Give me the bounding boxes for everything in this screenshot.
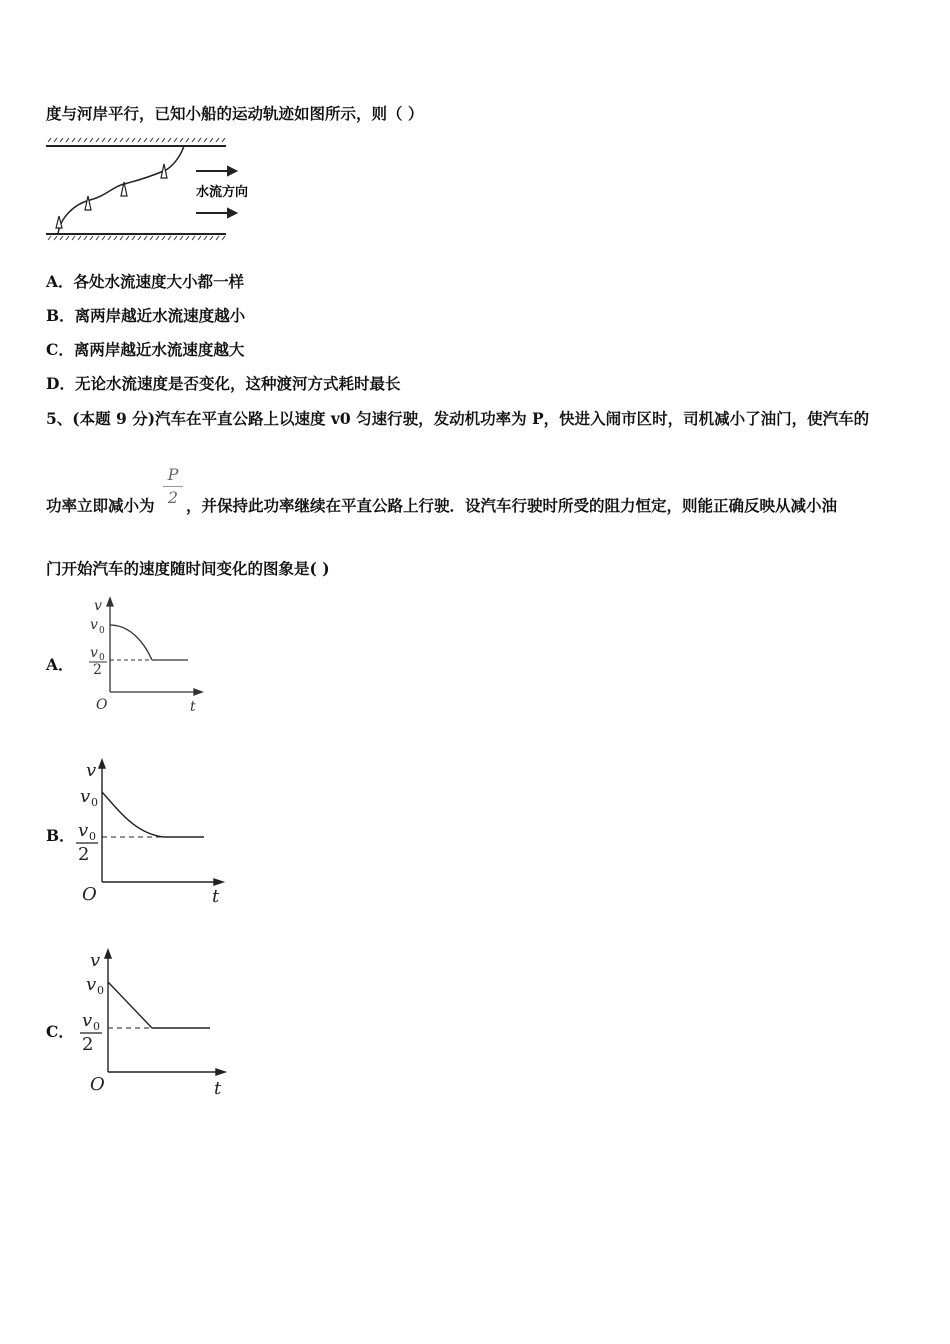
option-c-q5: C． xyxy=(46,1022,74,1041)
svg-text:O: O xyxy=(96,697,108,713)
svg-text:v: v xyxy=(82,1010,93,1031)
svg-text:0: 0 xyxy=(91,796,98,809)
svg-text:v: v xyxy=(78,820,89,841)
graph-c xyxy=(76,946,236,1098)
option-c-q4: C．离两岸越近水流速度越大 xyxy=(46,340,245,359)
power-fraction xyxy=(163,466,183,507)
svg-text:t: t xyxy=(212,886,220,907)
question5-line2-prefix: 功率立即减小为 xyxy=(46,496,155,515)
svg-text:v: v xyxy=(94,598,102,614)
svg-text:v: v xyxy=(86,974,97,995)
svg-text:t: t xyxy=(214,1078,222,1098)
question5-line2-suffix: ，并保持此功率继续在平直公路上行驶．设汽车行驶时所受的阻力恒定，则能正确反映从减小油 xyxy=(186,496,838,515)
svg-text:0: 0 xyxy=(97,984,104,997)
question5-line1: 5、(本题 9 分)汽车在平直公路上以速度 v0 匀速行驶，发动机功率为 P，快进入闹市区时，司机减小了油门，使汽车的 xyxy=(46,409,870,428)
option-b-q5: B． xyxy=(46,826,75,845)
svg-text:v: v xyxy=(86,760,97,781)
water-flow-label: 水流方向 xyxy=(196,185,249,200)
question5-line3: 门开始汽车的速度随时间变化的图象是( ) xyxy=(46,559,330,578)
svg-text:v: v xyxy=(90,950,101,971)
svg-text:0: 0 xyxy=(93,1020,100,1033)
svg-text:2: 2 xyxy=(93,662,102,678)
option-a-q4: A．各处水流速度大小都一样 xyxy=(46,272,245,291)
svg-text:2: 2 xyxy=(82,1034,94,1055)
svg-text:0: 0 xyxy=(99,626,105,636)
svg-text:O: O xyxy=(82,884,97,905)
option-a-q5: A． xyxy=(46,655,74,674)
graph-b xyxy=(72,756,232,908)
question4-stem: 度与河岸平行，已知小船的运动轨迹如图所示，则（ ） xyxy=(46,104,424,123)
option-b-q4: B．离两岸越近水流速度越小 xyxy=(46,306,246,325)
fraction-denominator: 2 xyxy=(167,488,179,507)
svg-text:v: v xyxy=(80,786,91,807)
svg-text:0: 0 xyxy=(89,830,96,843)
graph-a xyxy=(84,594,214,716)
svg-text:v: v xyxy=(90,645,98,661)
svg-text:t: t xyxy=(190,699,196,715)
river-boat-figure xyxy=(44,138,266,242)
option-d-q4: D．无论水流速度是否变化，这种渡河方式耗时最长 xyxy=(46,374,401,393)
fraction-numerator: P xyxy=(167,465,179,484)
svg-text:O: O xyxy=(90,1074,105,1095)
svg-text:2: 2 xyxy=(78,844,90,865)
svg-text:0: 0 xyxy=(99,653,105,663)
svg-text:v: v xyxy=(90,617,98,633)
